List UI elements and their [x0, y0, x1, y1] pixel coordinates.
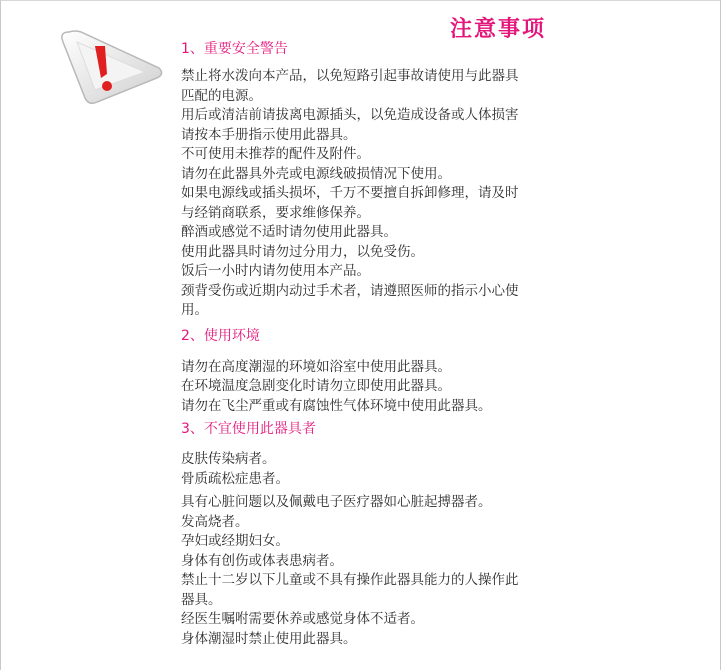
content [181, 38, 601, 649]
page-title: 注意事项 [450, 17, 547, 42]
list-item: 身体潮湿时禁止使用此器具。 [181, 630, 357, 647]
list-item: 与经销商联系，要求维修保养。 [181, 204, 370, 221]
list-item: 禁止十二岁以下儿童或不具有操作此器具能力的人操作此 [181, 572, 519, 588]
section-heading: 3、不宜使用此器具者 [181, 421, 316, 437]
list-item: 经医生嘱咐需要休养或感觉身体不适者。 [181, 611, 424, 627]
list-item: 身体有创伤或体表患病者。 [181, 552, 343, 569]
list-item: 请按本手册指示使用此器具。 [181, 126, 357, 143]
list-item: 发高烧者。 [181, 513, 249, 530]
list-item: 孕妇或经期妇女。 [181, 533, 289, 549]
list-item: 骨质疏松症患者。 [181, 470, 289, 487]
section-heading: 1、重要安全警告 [181, 41, 288, 57]
list-item: 在环境温度急剧变化时请勿立即使用此器具。 [181, 378, 451, 394]
section-heading: 2、使用环境 [181, 327, 260, 344]
list-item: 用。 [181, 302, 208, 318]
list-item: 匹配的电源。 [181, 87, 262, 104]
list-item: 请勿在高度潮湿的环境如浴室中使用此器具。 [181, 358, 451, 375]
list-item: 禁止将水泼向本产品，以免短路引起事故请使用与此器具 [181, 68, 519, 84]
list-item: 使用此器具时请勿过分用力，以免受伤。 [181, 243, 424, 260]
section-unsuitable-users [181, 416, 601, 649]
list-item: 颈背受伤或近期内动过手术者，请遵照医师的指示小心使 [181, 282, 519, 299]
list-item: 请勿在此器具外壳或电源线破损情况下使用。 [181, 165, 451, 182]
section-safety-warning [181, 38, 601, 321]
list-item: 用后或清洁前请拔离电源插头，以免造成设备或人体损害 [181, 107, 519, 123]
list-item: 不可使用未推荐的配件及附件。 [181, 146, 370, 162]
list-item: 器具。 [181, 591, 222, 608]
list-item: 请勿在飞尘严重或有腐蚀性气体环境中使用此器具。 [181, 397, 492, 414]
list-item: 饭后一小时内请勿使用本产品。 [181, 263, 370, 279]
list-item: 具有心脏问题以及佩戴电子医疗器如心脏起搏器者。 [181, 494, 492, 510]
warning-triangle-icon [55, 26, 167, 108]
list-item: 皮肤传染病者。 [181, 451, 276, 467]
list-item: 如果电源线或插头损坏，千万不要擅自拆卸修理，请及时 [181, 185, 519, 201]
list-item: 醉酒或感觉不适时请勿使用此器具。 [181, 224, 397, 240]
section-environment [181, 321, 601, 417]
